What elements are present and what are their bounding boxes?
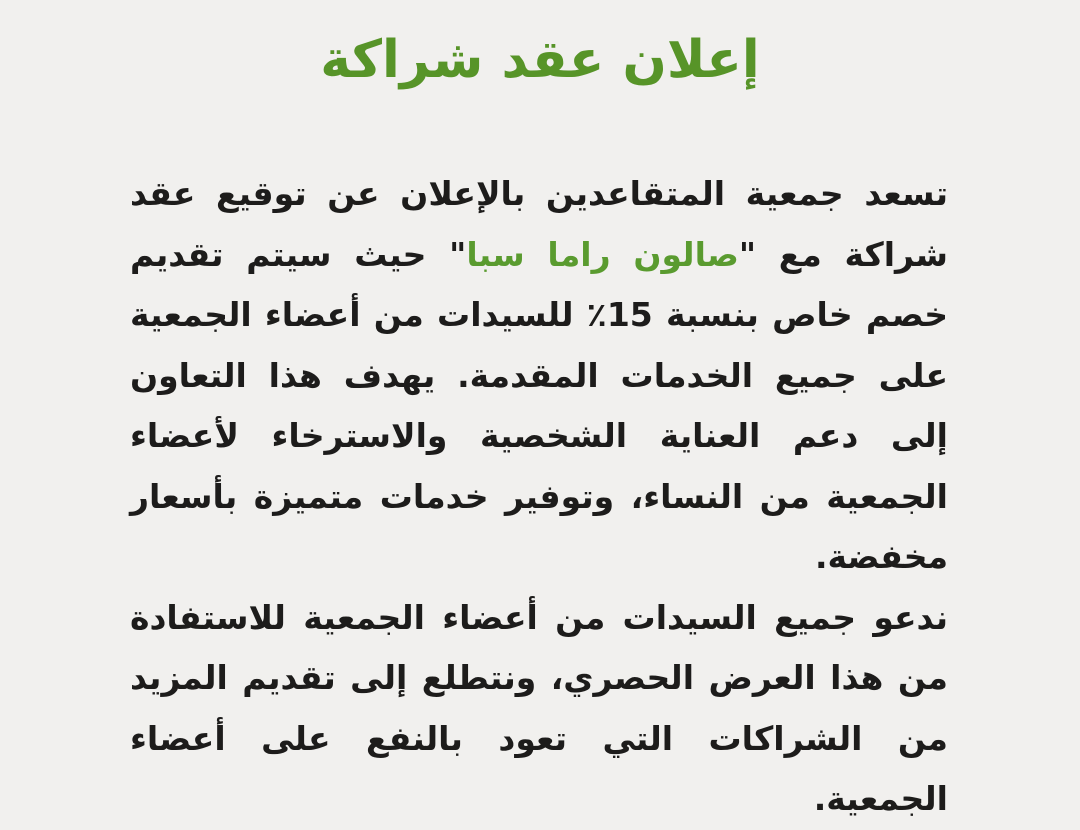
salon-name-highlight: صالون راما سبا — [466, 234, 739, 274]
paragraph-invitation: ندعو جميع السيدات من أعضاء الجمعية للاستفادة من هذا العرض الحصري، ونتطلع إلى تقديم المزيد من الشراكات التي تعود بالنفع على أعضاء الجمعية. — [130, 597, 948, 818]
partnership-text-after-salon: " حيث سيتم تقديم خصم خاص بنسبة 15٪ للسيدات من أعضاء الجمعية على جميع الخدمات المقدمة. يهدف هذا التعاون إلى دعم العناية الشخصية والاسترخاء لأعضاء الجمعية من النساء، وتوفير خدمات متميزة بأسعار مخفضة. — [130, 234, 948, 576]
announcement-body — [130, 164, 948, 830]
partnership-text-before-salon: تسعد جمعية المتقاعدين بالإعلان عن توقيع عقد شراكة مع " — [130, 174, 949, 274]
announcement-title: إعلان عقد شراكة — [320, 30, 760, 90]
paragraph-partnership-details — [130, 164, 948, 588]
partnership-announcement-card — [0, 28, 1080, 818]
